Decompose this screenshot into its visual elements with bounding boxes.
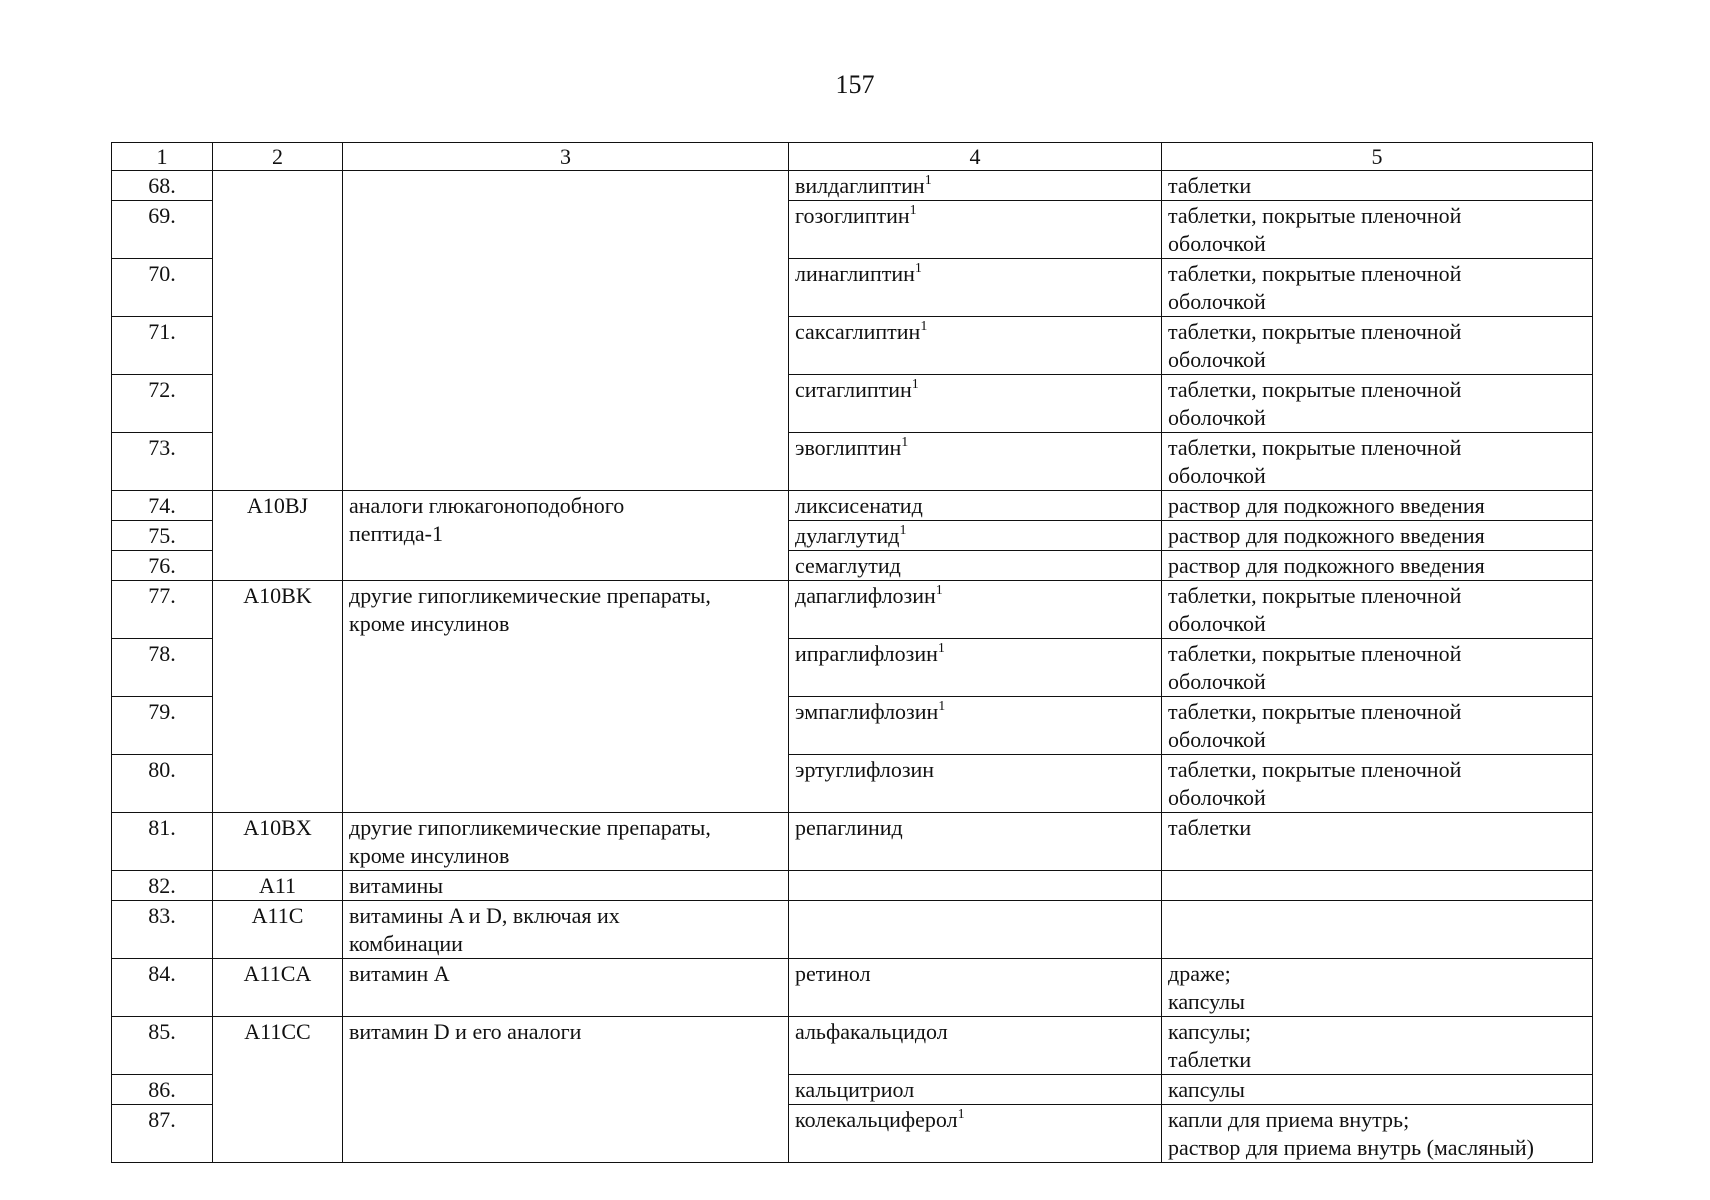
dosage-form-line: раствор для подкожного введения	[1168, 493, 1485, 518]
drug-name: дулаглутид	[795, 523, 900, 548]
row-number: 82.	[112, 871, 213, 901]
dosage-form-line: оболочкой	[1168, 347, 1266, 372]
group-name-cell	[343, 171, 789, 491]
dosage-form-line: таблетки, покрытые пленочной	[1168, 203, 1462, 228]
drug-name-cell	[789, 171, 1162, 201]
drug-name-cell	[789, 375, 1162, 433]
footnote-mark: 1	[937, 641, 945, 656]
drug-name: гозоглиптин	[795, 203, 910, 228]
atc-code-cell: A10BK	[213, 581, 343, 813]
table-row	[112, 901, 1593, 959]
dosage-form-cell	[1162, 375, 1593, 433]
table-row	[112, 813, 1593, 871]
drug-name-cell	[789, 521, 1162, 551]
row-number: 80.	[112, 755, 213, 813]
atc-code-cell: A11	[213, 871, 343, 901]
dosage-form-line: таблетки	[1168, 173, 1252, 198]
atc-code-cell: A10BX	[213, 813, 343, 871]
drug-name-cell	[789, 581, 1162, 639]
dosage-form-line: таблетки, покрытые пленочной	[1168, 319, 1462, 344]
drug-name: семаглутид	[795, 553, 901, 578]
drug-name-cell	[789, 1105, 1162, 1163]
group-name-cell	[343, 491, 789, 581]
table-row	[112, 171, 1593, 201]
drug-name: репаглинид	[795, 815, 903, 840]
row-number: 87.	[112, 1105, 213, 1163]
table-row	[112, 1017, 1593, 1075]
drug-name-cell	[789, 491, 1162, 521]
dosage-form-cell	[1162, 871, 1593, 901]
row-number: 70.	[112, 259, 213, 317]
row-number: 69.	[112, 201, 213, 259]
dosage-form-cell	[1162, 1075, 1593, 1105]
drug-name: кальцитриол	[795, 1077, 915, 1102]
row-number: 81.	[112, 813, 213, 871]
dosage-form-cell	[1162, 551, 1593, 581]
drug-name: линаглиптин	[795, 261, 915, 286]
atc-code-cell: A11CA	[213, 959, 343, 1017]
drug-name-cell	[789, 317, 1162, 375]
row-number: 78.	[112, 639, 213, 697]
atc-code-cell: A11CC	[213, 1017, 343, 1163]
dosage-form-line: оболочкой	[1168, 611, 1266, 636]
dosage-form-cell	[1162, 755, 1593, 813]
group-name-line: другие гипогликемические препараты,	[349, 583, 711, 608]
dosage-form-line: таблетки, покрытые пленочной	[1168, 435, 1462, 460]
group-name-cell	[343, 871, 789, 901]
dosage-form-line: таблетки	[1168, 815, 1252, 840]
drug-name-cell	[789, 697, 1162, 755]
group-name-line: витамин A	[349, 961, 450, 986]
dosage-form-line: таблетки, покрытые пленочной	[1168, 641, 1462, 666]
dosage-form-line: раствор для приема внутрь (масляный)	[1168, 1135, 1534, 1160]
group-name-cell	[343, 959, 789, 1017]
row-number: 75.	[112, 521, 213, 551]
drug-name: колекальциферол	[795, 1107, 958, 1132]
table-row	[112, 491, 1593, 521]
dosage-form-line: раствор для подкожного введения	[1168, 523, 1485, 548]
drug-name-cell	[789, 1075, 1162, 1105]
atc-code-cell: A11C	[213, 901, 343, 959]
table-row	[112, 959, 1593, 1017]
drug-name: ситаглиптин	[795, 377, 912, 402]
group-name-line: витамины A и D, включая их	[349, 903, 620, 928]
drug-name: эртуглифлозин	[795, 757, 935, 782]
dosage-form-line: таблетки, покрытые пленочной	[1168, 699, 1462, 724]
dosage-form-cell	[1162, 491, 1593, 521]
drug-name: ипраглифлозин	[795, 641, 938, 666]
dosage-form-line: оболочкой	[1168, 289, 1266, 314]
dosage-form-line: раствор для подкожного введения	[1168, 553, 1485, 578]
group-name-line: аналоги глюкагоноподобного	[349, 493, 625, 518]
dosage-form-cell	[1162, 521, 1593, 551]
drug-name-cell	[789, 433, 1162, 491]
group-name-line: витамин D и его аналоги	[349, 1019, 582, 1044]
drug-name: вилдаглиптин	[795, 173, 925, 198]
group-name-cell	[343, 1017, 789, 1163]
drug-name-cell	[789, 551, 1162, 581]
dosage-form-line: оболочкой	[1168, 669, 1266, 694]
header-col-5: 5	[1162, 143, 1593, 171]
dosage-form-line: капсулы;	[1168, 1019, 1251, 1044]
header-col-3: 3	[343, 143, 789, 171]
group-name-line: кроме инсулинов	[349, 611, 510, 636]
dosage-form-cell	[1162, 901, 1593, 959]
dosage-form-line: капсулы	[1168, 989, 1245, 1014]
row-number: 71.	[112, 317, 213, 375]
footnote-mark: 1	[935, 583, 943, 598]
footnote-mark: 1	[920, 319, 928, 334]
group-name-line: кроме инсулинов	[349, 843, 510, 868]
table-row	[112, 581, 1593, 639]
drug-name-cell	[789, 639, 1162, 697]
drug-name-cell	[789, 901, 1162, 959]
dosage-form-line: таблетки	[1168, 1047, 1252, 1072]
row-number: 86.	[112, 1075, 213, 1105]
dosage-form-line: оболочкой	[1168, 405, 1266, 430]
group-name-line: пептида-1	[349, 521, 443, 546]
dosage-form-line: оболочкой	[1168, 463, 1266, 488]
atc-code-cell	[213, 171, 343, 491]
drug-name: альфакальцидол	[795, 1019, 948, 1044]
table-header-row	[112, 143, 1593, 171]
drug-name-cell	[789, 259, 1162, 317]
dosage-form-line: оболочкой	[1168, 727, 1266, 752]
dosage-form-line: оболочкой	[1168, 785, 1266, 810]
header-col-4: 4	[789, 143, 1162, 171]
row-number: 74.	[112, 491, 213, 521]
drug-name-cell	[789, 959, 1162, 1017]
footnote-mark: 1	[924, 173, 932, 188]
page-number: 157	[835, 70, 875, 99]
dosage-form-line: таблетки, покрытые пленочной	[1168, 377, 1462, 402]
dosage-form-line: таблетки, покрытые пленочной	[1168, 261, 1462, 286]
group-name-line: витамины	[349, 873, 444, 898]
header-col-2: 2	[213, 143, 343, 171]
dosage-form-cell	[1162, 201, 1593, 259]
drug-name: ретинол	[795, 961, 871, 986]
drug-name-cell	[789, 201, 1162, 259]
row-number: 84.	[112, 959, 213, 1017]
header-col-1: 1	[112, 143, 213, 171]
drug-table	[111, 142, 1593, 1163]
dosage-form-line: таблетки, покрытые пленочной	[1168, 757, 1462, 782]
drug-name-cell	[789, 871, 1162, 901]
row-number: 73.	[112, 433, 213, 491]
dosage-form-cell	[1162, 1017, 1593, 1075]
footnote-mark: 1	[911, 377, 919, 392]
group-name-cell	[343, 901, 789, 959]
dosage-form-cell	[1162, 171, 1593, 201]
footnote-mark: 1	[899, 523, 907, 538]
dosage-form-line: капсулы	[1168, 1077, 1245, 1102]
footnote-mark: 1	[938, 699, 946, 714]
drug-name-cell	[789, 755, 1162, 813]
dosage-form-cell	[1162, 697, 1593, 755]
dosage-form-line: капли для приема внутрь;	[1168, 1107, 1410, 1132]
footnote-mark: 1	[909, 203, 917, 218]
dosage-form-cell	[1162, 813, 1593, 871]
dosage-form-cell	[1162, 317, 1593, 375]
row-number: 83.	[112, 901, 213, 959]
footnote-mark: 1	[901, 435, 909, 450]
row-number: 76.	[112, 551, 213, 581]
drug-name: ликсисенатид	[795, 493, 923, 518]
dosage-form-cell	[1162, 959, 1593, 1017]
footnote-mark: 1	[957, 1107, 965, 1122]
row-number: 85.	[112, 1017, 213, 1075]
table-row	[112, 871, 1593, 901]
dosage-form-line: оболочкой	[1168, 231, 1266, 256]
dosage-form-cell	[1162, 581, 1593, 639]
group-name-cell	[343, 813, 789, 871]
drug-name: эвоглиптин	[795, 435, 902, 460]
group-name-cell	[343, 581, 789, 813]
row-number: 68.	[112, 171, 213, 201]
footnote-mark: 1	[914, 261, 922, 276]
drug-name: саксаглиптин	[795, 319, 921, 344]
atc-code-cell: A10BJ	[213, 491, 343, 581]
dosage-form-line: драже;	[1168, 961, 1231, 986]
dosage-form-cell	[1162, 639, 1593, 697]
dosage-form-cell	[1162, 259, 1593, 317]
dosage-form-line: таблетки, покрытые пленочной	[1168, 583, 1462, 608]
drug-name: дапаглифлозин	[795, 583, 936, 608]
drug-name-cell	[789, 1017, 1162, 1075]
drug-name-cell	[789, 813, 1162, 871]
row-number: 79.	[112, 697, 213, 755]
dosage-form-cell	[1162, 433, 1593, 491]
drug-name: эмпаглифлозин	[795, 699, 939, 724]
group-name-line: другие гипогликемические препараты,	[349, 815, 711, 840]
row-number: 72.	[112, 375, 213, 433]
group-name-line: комбинации	[349, 931, 463, 956]
row-number: 77.	[112, 581, 213, 639]
dosage-form-cell	[1162, 1105, 1593, 1163]
